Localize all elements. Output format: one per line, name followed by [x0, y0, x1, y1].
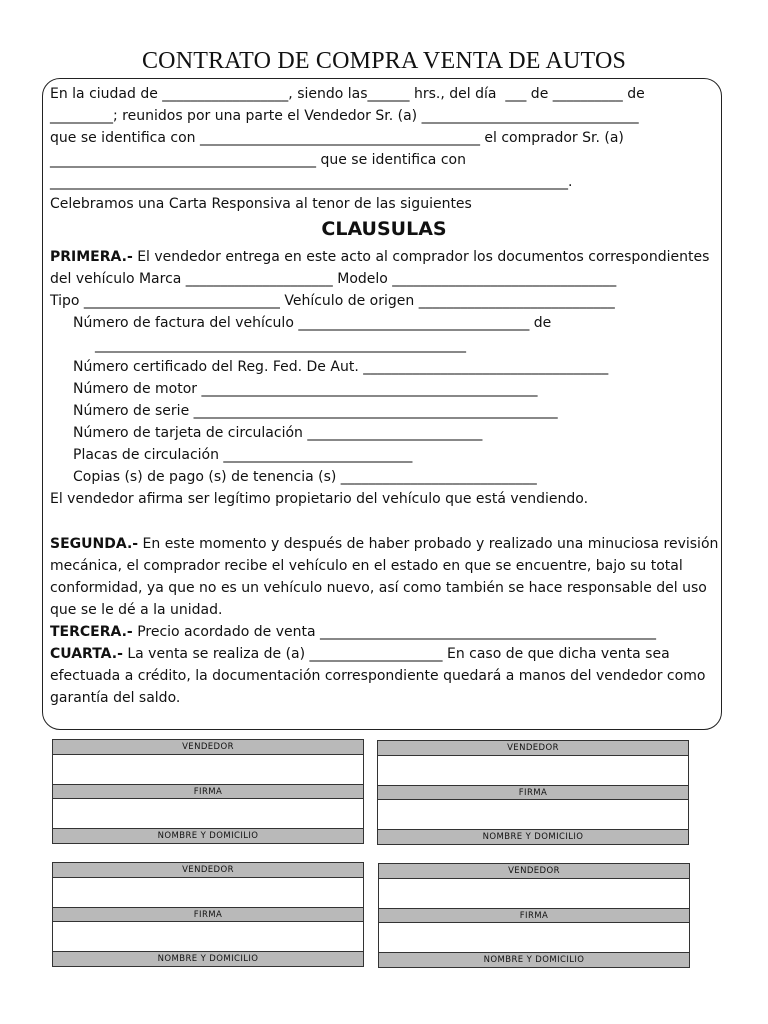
name-address-field[interactable]: [379, 923, 689, 952]
primera-line-10: Placas de circulación ___________________________: [73, 447, 413, 463]
cuarta-line-1: [50, 645, 670, 663]
primera-line-4: Número de factura del vehículo _________________________________ de: [73, 315, 552, 331]
signature-box: [378, 863, 690, 968]
segunda-line-2: mecánica, el comprador recibe el vehículo en el estado en que se encuentre, bajo su total: [50, 558, 683, 574]
primera-line-6: Número certificado del Reg. Fed. De Aut. ___________________________________: [73, 359, 609, 375]
segunda-line-1: [50, 535, 718, 553]
signature-firma-label: FIRMA: [379, 908, 689, 923]
signature-firma-label: FIRMA: [53, 907, 363, 922]
primera-text: El vendedor entrega en este acto al comprador los documentos correspondientes: [132, 249, 710, 265]
cuarta-text: La venta se realiza de (a) ___________________ En caso de que dicha venta sea: [122, 646, 670, 662]
primera-line-8: Número de serie ____________________________________________________: [73, 403, 558, 419]
segunda-text: En este momento y después de haber probado y realizado una minuciosa revisión: [138, 536, 719, 552]
intro-line-6: Celebramos una Carta Responsiva al tenor de las siguientes: [50, 196, 472, 212]
signature-role-label: VENDEDOR: [53, 740, 363, 755]
signature-field[interactable]: [379, 879, 689, 908]
signature-firma-label: FIRMA: [378, 785, 688, 800]
signature-field[interactable]: [53, 878, 363, 907]
signature-name-label: NOMBRE Y DOMICILIO: [53, 951, 363, 966]
signature-role-label: VENDEDOR: [53, 863, 363, 878]
signature-role-label: VENDEDOR: [378, 741, 688, 756]
signature-name-label: NOMBRE Y DOMICILIO: [53, 828, 363, 843]
tercera-label: TERCERA.-: [50, 624, 133, 640]
segunda-label: SEGUNDA.-: [50, 536, 139, 552]
cuarta-line-3: garantía del saldo.: [50, 690, 181, 706]
signature-box: [377, 740, 689, 845]
signature-name-label: NOMBRE Y DOMICILIO: [379, 952, 689, 967]
primera-line-11: Copias (s) de pago (s) de tenencia (s) ____________________________: [73, 469, 537, 485]
cuarta-label: CUARTA.-: [50, 646, 123, 662]
primera-line-7: Número de motor ________________________________________________: [73, 381, 538, 397]
document-title: CONTRATO DE COMPRA VENTA DE AUTOS: [141, 48, 627, 74]
intro-line-4: ______________________________________ que se identifica con: [50, 152, 466, 168]
primera-line-9: Número de tarjeta de circulación _________________________: [73, 425, 483, 441]
primera-line-1: [50, 248, 709, 266]
primera-label: PRIMERA.-: [50, 249, 133, 265]
tercera-line-1: [50, 623, 656, 641]
primera-line-3: Tipo ____________________________ Vehículo de origen ____________________________: [50, 293, 615, 309]
name-address-field[interactable]: [53, 799, 363, 828]
primera-line-5: _____________________________________________________: [95, 337, 466, 353]
name-address-field[interactable]: [378, 800, 688, 829]
signature-field[interactable]: [53, 755, 363, 784]
primera-line-2: del vehículo Marca _____________________ Modelo ________________________________: [50, 271, 617, 287]
intro-line-1: En la ciudad de __________________, siendo las______ hrs., del día ___ de __________ de: [50, 86, 645, 102]
primera-line-12: El vendedor afirma ser legítimo propietario del vehículo que está vendiendo.: [50, 491, 589, 507]
signature-box: [52, 862, 364, 967]
name-address-field[interactable]: [53, 922, 363, 951]
intro-line-2: _________; reunidos por una parte el Vendedor Sr. (a) _______________________________: [50, 108, 639, 124]
clausulas-heading: CLAUSULAS: [321, 218, 447, 240]
cuarta-line-2: efectuada a crédito, la documentación correspondiente quedará a manos del vendedor como: [50, 668, 706, 684]
segunda-line-3: conformidad, ya que no es un vehículo nuevo, así como también se hace responsable del uso: [50, 580, 707, 596]
intro-line-5: __________________________________________________________________________.: [50, 174, 573, 190]
intro-line-3: que se identifica con ________________________________________ el comprador Sr. (a): [50, 130, 624, 146]
tercera-text: Precio acordado de venta ________________________________________________: [132, 624, 657, 640]
signature-role-label: VENDEDOR: [379, 864, 689, 879]
signature-name-label: NOMBRE Y DOMICILIO: [378, 829, 688, 844]
signature-firma-label: FIRMA: [53, 784, 363, 799]
signature-field[interactable]: [378, 756, 688, 785]
signature-box: [52, 739, 364, 844]
segunda-line-4: que se le dé a la unidad.: [50, 602, 223, 618]
